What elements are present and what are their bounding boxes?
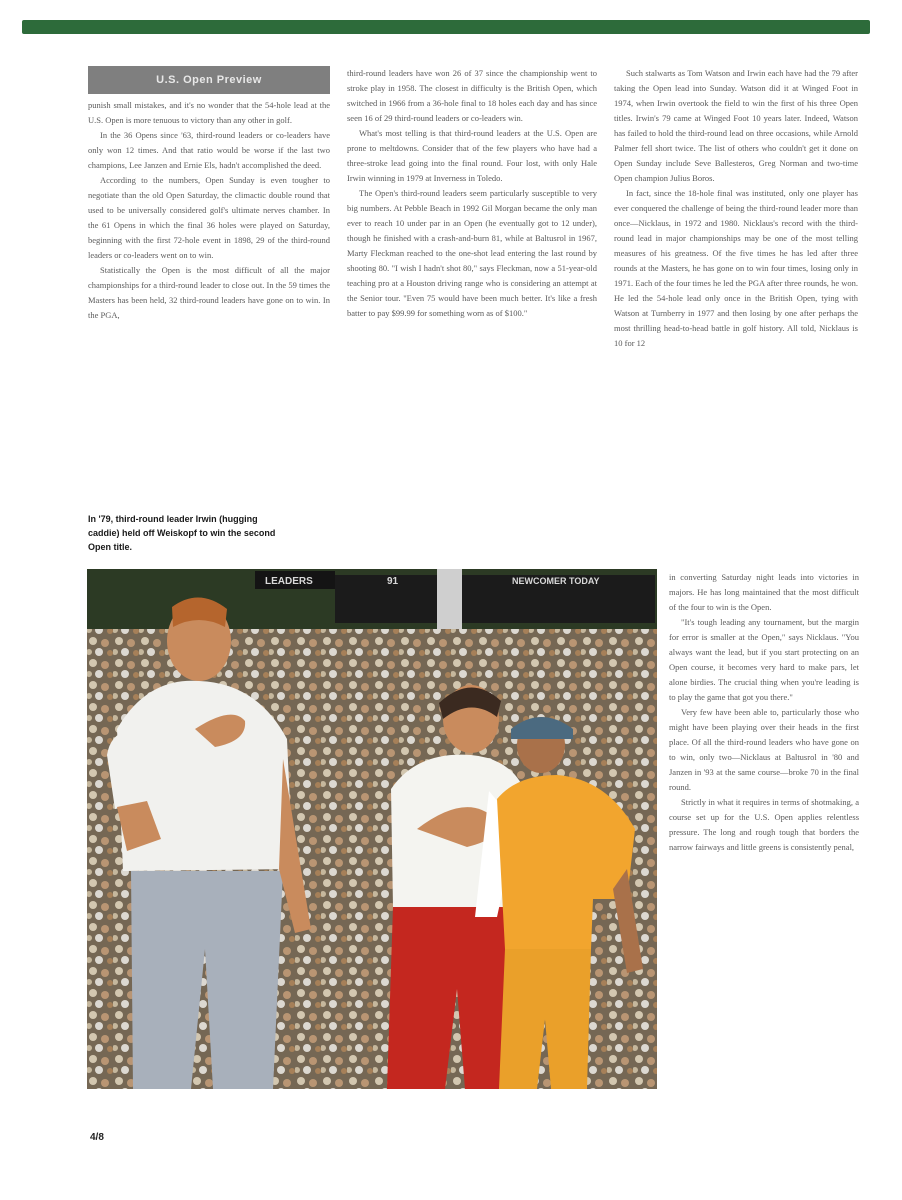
paragraph: third-round leaders have won 26 of 37 since the championship went to stroke play in 1958. The closest in difficulty is the British Open, which switched in 1966 from a 36-hole final to 18 holes each day and has since seen 16 of 29 third-round leaders or co-leaders win. xyxy=(347,68,597,123)
scoreboard-left: LEADERS xyxy=(265,576,313,587)
scoreboard-mid: 91 xyxy=(387,576,399,587)
paragraph: In fact, since the 18-hole final was instituted, only one player has ever conquered the challenge of being the third-round leader more than once—Nicklaus, in 1972 and 1980. Nicklaus's record with the third-round lead in major championships may be one of the most telling measures of his greatness. Of the five times he has led after three rounds at the Masters, he has gone on to win four times, losing only in 1971. Each of the four times he led the PGA after three rounds, he won. He led the 54-hole lead only once in the British Open, tying with Watson at Turnberry in 1977 and then losing by one after perhaps the most thrilling head-to-head battle in golf history. All told, Nicklaus is 10 for 12 xyxy=(614,188,858,348)
paragraph: According to the numbers, Open Sunday is even tougher to negotiate than the old Open Saturday, the climactic double round that used to be universally considered golf's ultimate nerves chamber. In the 61 Opens in which the final 36 holes were played on Saturday, beginning with the first 72-hole event in 1898, 29 of the third-round leaders or co-leaders went on to win. xyxy=(88,175,330,260)
paragraph: punish small mistakes, and it's no wonder that the 54-hole lead at the U.S. Open is more tenuous to victory than any other in golf. xyxy=(88,100,330,125)
photo-illustration xyxy=(87,569,657,1089)
paragraph: In the 36 Opens since '63, third-round leaders or co-leaders have only won 12 times. And that ratio would be worse if the last two champions, Lee Janzen and Ernie Els, hadn't accomplished the deed. xyxy=(88,130,330,170)
photo-caption: In '79, third-round leader Irwin (hugging caddie) held off Weiskopf to win the second Open title. xyxy=(88,514,276,552)
page-number: 4/8 xyxy=(90,1132,104,1143)
top-green-rule xyxy=(22,20,870,34)
golf-photo xyxy=(87,569,657,1089)
paragraph: Very few have been able to, particularly those who might have been playing over their heads in the first place. Of all the third-round leaders who have gone on to win, only two—Nicklaus at Baltusrol in '80 and Janzen in '93 at the same course—broke 70 in the final round. xyxy=(669,707,859,792)
paragraph: Strictly in what it requires in terms of shotmaking, a course set up for the U.S. Open applies relentless pressure. The long and rough tough that borders the narrow fairways and little greens is consistently penal, xyxy=(669,797,859,852)
body-column-1 xyxy=(88,98,330,498)
section-label: U.S. Open Preview xyxy=(88,66,330,94)
paragraph: The Open's third-round leaders seem particularly susceptible to very big numbers. At Pebble Beach in 1992 Gil Morgan became the only man ever to reach 10 under par in an Open (he eventually got to 12 under), though he finished with a crash-and-burn 81, while at Baltusrol in 1967, Marty Fleckman reached to the one-shot lead entering the last round by shooting 80. "I wish I hadn't shot 80," says Fleckman, now a 51-year-old teaching pro at a Houston driving range who is considering an attempt at the Senior tour. "Even 75 would have been much better. It's like a fresh batter to pay $99.99 for something worn as of $100." xyxy=(347,188,597,318)
body-column-3 xyxy=(614,66,858,566)
paragraph: "It's tough leading any tournament, but the margin for error is smaller at the Open," says Nicklaus. "You always want the lead, but if you start protecting on an Open course, it becomes very hard to make pars, let alone birdies. The crucial thing when you're leading is to play the game that got you there." xyxy=(669,617,859,702)
paragraph: Statistically the Open is the most difficult of all the major championships for a third-round leader to close out. In the 59 times the Masters has been held, 32 third-round leaders have gone on to win. In the PGA, xyxy=(88,265,330,320)
body-column-4 xyxy=(669,570,859,1095)
paragraph: in converting Saturday night leads into victories in majors. He has long maintained that the most difficult of the four to win is the Open. xyxy=(669,572,859,612)
paragraph: Such stalwarts as Tom Watson and Irwin each have had the 79 after taking the Open lead into Sunday. Watson did it at Winged Foot in 1974, when Irwin overtook the field to win the first of his three Open titles. Irwin's 79 came at Winged Foot 10 years later. Indeed, Watson has failed to hold the third-round lead on three occasions, while Arnold Palmer fell short twice. The list of others who couldn't get it done on Open Sunday include Seve Ballesteros, Greg Norman and two-time Open champion Julius Boros. xyxy=(614,68,858,183)
body-column-2 xyxy=(347,66,597,556)
paragraph: What's most telling is that third-round leaders at the U.S. Open are prone to meltdowns. Consider that of the few players who have had a three-stroke lead going into the final round. Four lost, with only Hale Irwin winning in 1979 at Inverness in Toledo. xyxy=(347,128,597,183)
scoreboard-right: NEWCOMER TODAY xyxy=(512,576,600,586)
